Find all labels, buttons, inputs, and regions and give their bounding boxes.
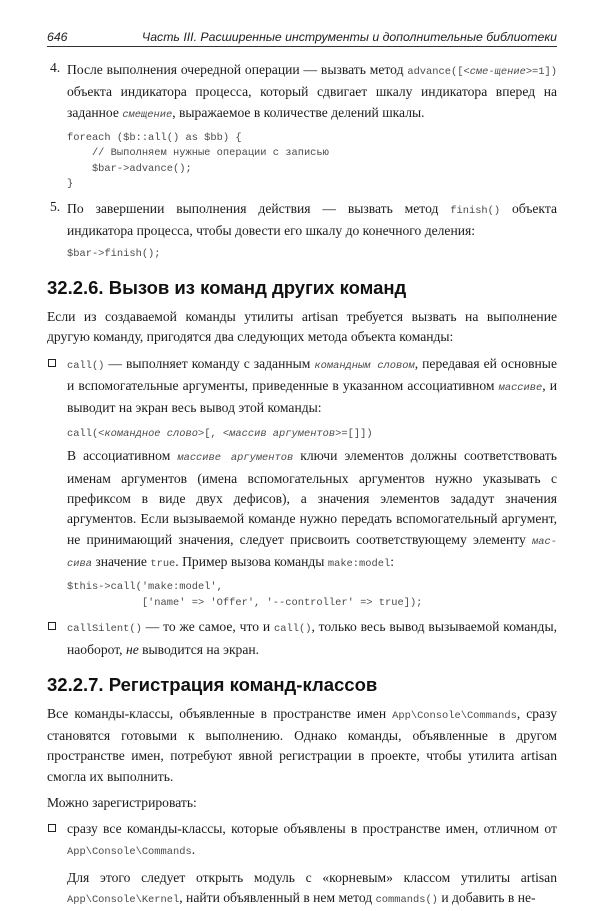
inline-code: advance([< <box>407 66 470 78</box>
paragraph <box>67 199 557 242</box>
paragraph <box>67 868 557 911</box>
text: После выполнения очередной операции — вызвать метод <box>67 62 408 77</box>
paragraph <box>67 446 557 574</box>
checkbox-bullet-icon <box>48 622 56 630</box>
code-line: ['name' => 'Offer', '--controller' => true]); <box>67 596 423 609</box>
bullet-continuation <box>47 446 557 574</box>
bullet-continuation <box>47 868 557 911</box>
inline-code: App\Console\Commands <box>392 709 517 722</box>
code-block <box>67 580 557 611</box>
inline-code-italic: массиве <box>498 381 543 394</box>
text: . Пример вызова команды <box>175 553 328 569</box>
text: По завершении выполнения действия — вызвать метод <box>67 200 451 216</box>
code-block <box>67 247 557 263</box>
text: Для этого следует открыть модуль с «корневым» классом утилиты artisan <box>67 869 557 885</box>
text: : <box>390 553 394 569</box>
paragraph <box>67 617 557 660</box>
text: ключи элементов должны соответствовать именам аргументов (имена вспомогательных аргументов нужно указывать с префиксом в виде двух дефисов), а значения элементов зададут значения аргументов. Если вызываемой команде нужно передать вспомогательный аргумент, не принимающий значения, следует присвоить соответствующему элементу <box>67 448 557 547</box>
inline-code: call() <box>274 623 312 636</box>
inline-code: make:model <box>327 557 391 570</box>
inline-code: >=1]) <box>525 66 557 78</box>
inline-code: commands() <box>375 894 438 907</box>
code-line: $bar->advance(); <box>67 162 192 175</box>
code-line: $bar->finish(); <box>67 248 161 261</box>
text: значение <box>91 553 151 569</box>
paragraph <box>67 60 557 125</box>
paragraph <box>47 704 557 787</box>
inline-code-italic: сме-щение <box>469 66 526 78</box>
inline-code: true <box>150 557 176 570</box>
list-number: 5. <box>50 198 61 214</box>
text: и добавить в не- <box>437 890 536 906</box>
inline-code: callSilent() <box>67 623 142 636</box>
inline-code: call(< <box>67 428 105 441</box>
section-heading: 32.2.7. Регистрация команд-классов <box>47 673 378 695</box>
text: В ассоциативном <box>67 448 178 464</box>
inline-code: App\Console\Commands <box>67 845 192 858</box>
list-number: 4. <box>50 60 61 75</box>
text: . <box>191 841 196 857</box>
checkbox-bullet-icon <box>48 359 56 367</box>
text: сразу все команды-классы, которые объявлены в пространстве имен, отличном от <box>67 821 557 837</box>
inline-code: finish() <box>450 204 501 217</box>
code-line: $this->call('make:model', <box>67 581 223 594</box>
running-title: Часть III. Расширенные инструменты и дополнительные библиотеки <box>141 30 557 44</box>
signature-line <box>47 424 557 440</box>
text: — то же самое, что и <box>141 619 275 635</box>
text: , выражаемое в количестве делений шкалы. <box>172 104 425 120</box>
inline-code: call() <box>67 359 105 372</box>
paragraph <box>67 354 557 419</box>
list-item-5 <box>47 199 557 242</box>
text: , найти объявленный в нем метод <box>179 890 376 906</box>
page-content <box>47 60 557 911</box>
paragraph: Если из создаваемой команды утилиты artisan требуется вызвать на выполнение другую команду, пригодятся два следующих метода объекта команды: <box>47 308 557 345</box>
inline-code: App\Console\Kernel <box>67 894 180 907</box>
inline-code-italic: командное слово <box>104 428 198 441</box>
inline-code-italic: смещение <box>122 108 173 121</box>
code-line: } <box>67 178 74 191</box>
bullet-item-call <box>47 354 557 419</box>
text: , передавая ей основные и вспомогательные аргументы, приведенные в указанном ассоциативном <box>67 355 557 393</box>
running-header <box>47 30 557 47</box>
emphasis: не <box>125 641 139 657</box>
page-number: 646 <box>47 30 68 44</box>
text: выводится на экран. <box>138 641 260 657</box>
paragraph <box>67 819 557 862</box>
inline-code: >[, < <box>197 428 230 441</box>
inline-code-italic: мас-сива <box>67 535 557 570</box>
checkbox-bullet-icon <box>48 824 56 832</box>
code-block <box>67 131 557 193</box>
text: объекта индикатора процесса, чтобы довести его шкалу до конечного деления: <box>67 200 557 239</box>
section-heading: 32.2.6. Вызов из команд других команд <box>47 276 407 298</box>
code-line: // Выполняем нужные операции с записью <box>67 147 329 160</box>
paragraph: Можно зарегистрировать: <box>47 795 197 811</box>
bullet-item-callsilent <box>47 617 557 660</box>
text: Все команды-классы, объявленные в пространстве имен <box>47 705 393 721</box>
text: , только весь вывод вызываемой команды, наоборот, <box>67 619 558 657</box>
inline-code-italic: командным словом <box>314 359 415 372</box>
bullet-item-register-all <box>47 819 557 862</box>
text: — выполняет команду с заданным <box>104 355 315 371</box>
list-item-4 <box>47 60 557 125</box>
inline-code: >=[]]) <box>335 428 373 441</box>
inline-code-italic: массив аргументов <box>229 428 336 441</box>
code-line: foreach ($b::all() as $bb) { <box>67 131 242 144</box>
text: , и выводит на экран весь вывод этой команды: <box>67 377 557 416</box>
text: объекта индикатора процесса, который сдвигает шкалу индикатора вперед на заданное <box>67 84 557 120</box>
inline-code-italic: массиве аргументов <box>177 452 294 465</box>
text: , сразу становятся готовыми к выполнению. Однако команды, объявленные в другом пространстве имен, потребуют явной регистрации в проекте, чтобы утилита artisan смогла их выполнить. <box>47 705 558 784</box>
